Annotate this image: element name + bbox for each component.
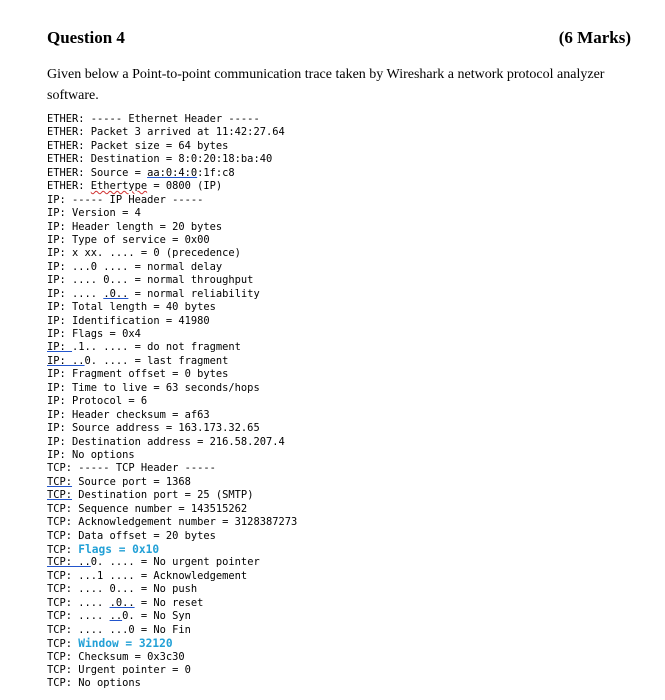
trace-text: .0..	[103, 287, 129, 300]
trace-line	[47, 516, 297, 529]
trace-text: 0. = No Syn	[122, 610, 191, 623]
trace-line	[47, 664, 297, 677]
trace-text: aa:0:4:0	[147, 166, 198, 179]
trace-line	[47, 328, 297, 341]
trace-text: Ethertype	[90, 180, 148, 193]
trace-line	[47, 597, 297, 610]
trace-text: IP: No options	[47, 448, 135, 461]
trace-text: IP: .... 0... = normal throughput	[47, 274, 254, 287]
trace-line	[47, 301, 297, 314]
trace-text: IP: ----- IP Header -----	[47, 193, 204, 206]
trace-line	[47, 436, 297, 449]
trace-line	[47, 476, 297, 489]
trace-text: TCP: No options	[47, 677, 141, 690]
trace-line	[47, 462, 297, 475]
trace-text: TCP:	[47, 544, 79, 556]
trace-text: TCP: .... ...0 = No Fin	[47, 623, 191, 636]
trace-text: = 0800 (IP)	[147, 180, 223, 193]
trace-text: TCP: .... 0... = No push	[47, 583, 198, 596]
trace-text: :1f:c8	[197, 166, 235, 179]
trace-line	[47, 409, 297, 422]
trace-text: IP: Protocol = 6	[47, 395, 148, 408]
trace-text: TCP: Checksum = 0x3c30	[47, 650, 185, 663]
trace-text: IP: Total length = 40 bytes	[47, 301, 216, 314]
trace-line	[47, 651, 297, 664]
trace-text: .1.. .... = do not fragment	[72, 341, 241, 354]
trace-text: TCP: ----- TCP Header -----	[47, 462, 216, 475]
trace-line	[47, 315, 297, 328]
trace-line	[47, 677, 297, 690]
trace-text: ..	[109, 610, 123, 623]
trace-text: IP: Source address = 163.173.32.65	[47, 422, 260, 435]
trace-text: IP: Header checksum = af63	[47, 408, 210, 421]
trace-text: ETHER: Packet 3 arrived at 11:42:27.64	[47, 126, 285, 139]
trace-text: TCP: Data offset = 20 bytes	[47, 529, 216, 542]
trace-text: ETHER: ----- Ethernet Header -----	[47, 113, 260, 125]
trace-line	[47, 247, 297, 260]
trace-line	[47, 570, 297, 583]
trace-line	[47, 113, 297, 126]
trace-text: IP: Fragment offset = 0 bytes	[47, 368, 229, 381]
trace-text: IP: Time to live = 63 seconds/hops	[47, 381, 260, 394]
trace-text: ETHER: Packet size = 64 bytes	[47, 139, 229, 152]
trace-text: IP: x xx. .... = 0 (precedence)	[47, 247, 241, 260]
trace-line	[47, 140, 297, 153]
trace-line	[47, 530, 297, 543]
trace-text: TCP: Acknowledgement number = 3128387273	[47, 516, 298, 529]
trace-text: TCP: ..	[47, 556, 91, 569]
trace-text: TCP: ....	[47, 596, 110, 609]
trace-line	[47, 382, 297, 395]
trace-line	[47, 489, 297, 502]
trace-text: TCP: ....	[47, 610, 110, 623]
highlighted-field: Flags = 0x10	[78, 543, 160, 556]
trace-text: IP: ...0 .... = normal delay	[47, 260, 223, 273]
trace-line	[47, 167, 297, 180]
trace-text: IP: Type of service = 0x00	[47, 233, 210, 246]
trace-line	[47, 637, 297, 650]
trace-text: ETHER: Destination = 8:0:20:18:ba:40	[47, 153, 273, 166]
trace-line	[47, 543, 297, 556]
trace-line	[47, 355, 297, 368]
trace-line	[47, 261, 297, 274]
highlighted-field: Window = 32120	[78, 637, 173, 651]
trace-line	[47, 368, 297, 381]
trace-text: TCP: Sequence number = 143515262	[47, 502, 248, 515]
trace-text: IP:	[47, 341, 73, 354]
wireshark-trace	[47, 113, 297, 691]
trace-line	[47, 422, 297, 435]
question-marks: (6 Marks)	[558, 28, 631, 47]
trace-text: 0. .... = No urgent pointer	[90, 556, 260, 569]
trace-line	[47, 153, 297, 166]
trace-line	[47, 194, 297, 207]
trace-text: IP: Version = 4	[47, 207, 141, 220]
trace-line	[47, 341, 297, 354]
trace-text: ETHER: Source =	[47, 166, 148, 179]
trace-text: .0..	[109, 596, 135, 609]
trace-text: IP: ....	[47, 287, 104, 300]
trace-text: 0. .... = last fragment	[84, 354, 229, 367]
trace-line	[47, 503, 297, 516]
trace-text: = No reset	[134, 596, 204, 609]
trace-text: Destination port = 25 (SMTP)	[72, 489, 254, 502]
trace-line	[47, 288, 297, 301]
trace-line	[47, 180, 297, 193]
trace-text: IP: Flags = 0x4	[47, 328, 141, 340]
trace-text: TCP:	[47, 475, 73, 488]
trace-line	[47, 221, 297, 234]
trace-text: IP: Destination address = 216.58.207.4	[47, 435, 285, 448]
trace-line	[47, 126, 297, 139]
trace-text: TCP:	[47, 489, 73, 502]
trace-text: TCP: ...1 .... = Acknowledgement	[47, 569, 248, 582]
trace-line	[47, 274, 297, 287]
question-intro: Given below a Point-to-point communication trace taken by Wireshark a network protocol analyzer software.	[47, 67, 605, 103]
trace-text: TCP:	[47, 638, 79, 651]
trace-text: Source port = 1368	[72, 475, 191, 488]
trace-line	[47, 624, 297, 637]
trace-text: IP: Identification = 41980	[47, 314, 210, 327]
trace-line	[47, 234, 297, 247]
trace-text: TCP: Urgent pointer = 0	[47, 663, 191, 676]
trace-line	[47, 583, 297, 596]
trace-line	[47, 395, 297, 408]
trace-line	[47, 449, 297, 462]
trace-text: IP: Header length = 20 bytes	[47, 220, 223, 233]
question-title: Question 4	[47, 28, 125, 47]
trace-line	[47, 610, 297, 623]
trace-line	[47, 556, 297, 569]
trace-text: = normal reliability	[128, 287, 260, 300]
trace-text: ETHER:	[47, 180, 91, 193]
trace-line	[47, 207, 297, 220]
trace-text: IP: ..	[47, 354, 85, 367]
